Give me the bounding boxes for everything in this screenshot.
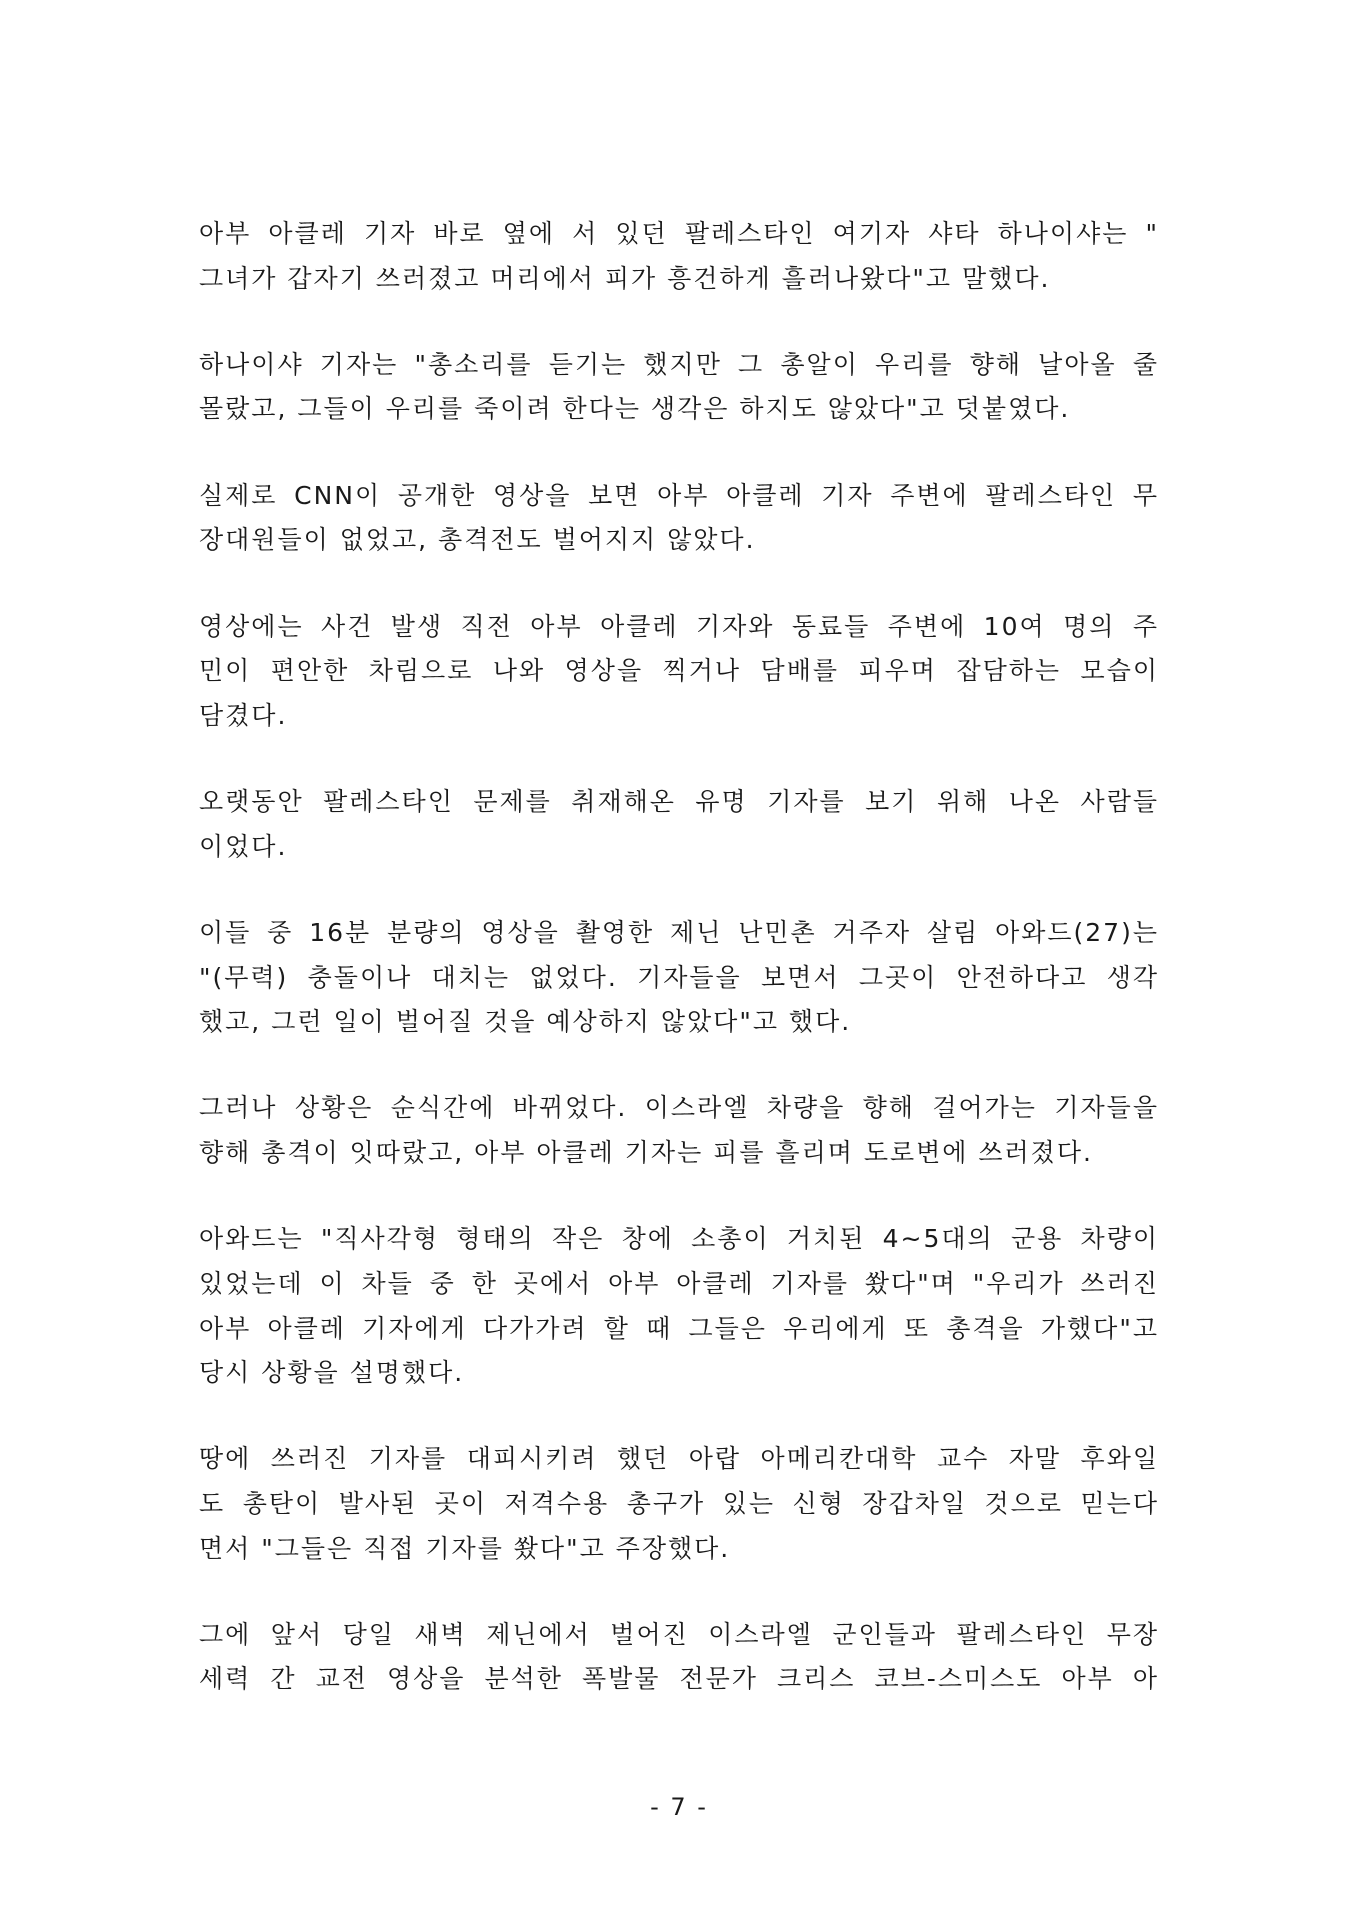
text-line: 그녀가 갑자기 쓰러졌고 머리에서 피가 흥건하게 흘러나왔다"고 말했다. <box>199 263 1051 293</box>
text-line: 세력 간 교전 영상을 분석한 폭발물 전문가 크리스 코브-스미스도 아부 아 <box>199 1664 1159 1694</box>
paragraph <box>199 474 1159 563</box>
paragraph <box>199 1613 1159 1702</box>
text-line: 땅에 쓰러진 기자를 대피시키려 했던 아랍 아메리칸대학 교수 자말 후와일 <box>199 1444 1159 1474</box>
paragraph <box>199 212 1159 301</box>
text-line: 당시 상황을 설명했다. <box>199 1358 465 1388</box>
text-line: 도 총탄이 발사된 곳이 저격수용 총구가 있는 신형 장갑차일 것으로 믿는다 <box>199 1488 1159 1518</box>
paragraph <box>199 343 1159 432</box>
paragraph <box>199 1217 1159 1395</box>
text-line: 면서 "그들은 직접 기자를 쐈다"고 주장했다. <box>199 1533 731 1563</box>
text-line: 실제로 CNN이 공개한 영상을 보면 아부 아클레 기자 주변에 팔레스타인 무 <box>199 480 1159 510</box>
body-text <box>199 212 1159 1702</box>
text-line: 향해 총격이 잇따랐고, 아부 아클레 기자는 피를 흘리며 도로변에 쓰러졌다. <box>199 1138 1093 1168</box>
paragraph <box>199 1086 1159 1175</box>
text-line: 이었다. <box>199 831 288 861</box>
paragraph <box>199 1437 1159 1571</box>
paragraph <box>199 605 1159 739</box>
text-line: 했고, 그런 일이 벌어질 것을 예상하지 않았다"고 했다. <box>199 1007 852 1037</box>
text-line: "(무력) 충돌이나 대치는 없었다. 기자들을 보면서 그곳이 안전하다고 생각 <box>199 962 1159 992</box>
text-line: 담겼다. <box>199 700 288 730</box>
text-line: 아부 아클레 기자 바로 옆에 서 있던 팔레스타인 여기자 샤타 하나이샤는 " <box>199 219 1159 248</box>
text-line: 있었는데 이 차들 중 한 곳에서 아부 아클레 기자를 쐈다"며 "우리가 쓰러진 <box>199 1268 1159 1298</box>
text-line: 그에 앞서 당일 새벽 제닌에서 벌어진 이스라엘 군인들과 팔레스타인 무장 <box>199 1619 1159 1649</box>
paragraph <box>199 780 1159 869</box>
paragraph <box>199 911 1159 1045</box>
text-line: 그러나 상황은 순식간에 바뀌었다. 이스라엘 차량을 향해 걸어가는 기자들을 <box>199 1093 1159 1123</box>
text-line: 이들 중 16분 분량의 영상을 촬영한 제닌 난민촌 거주자 살림 아와드(27)는 <box>199 917 1159 947</box>
text-line: 장대원들이 없었고, 총격전도 벌어지지 않았다. <box>199 525 756 555</box>
text-line: 민이 편안한 차림으로 나와 영상을 찍거나 담배를 피우며 잡담하는 모습이 <box>199 656 1159 686</box>
text-line: 아부 아클레 기자에게 다가가려 할 때 그들은 우리에게 또 총격을 가했다"고 <box>199 1313 1159 1343</box>
text-line: 하나이샤 기자는 "총소리를 듣기는 했지만 그 총알이 우리를 향해 날아올 줄 <box>199 349 1159 379</box>
text-line: 아와드는 "직사각형 형태의 작은 창에 소총이 거치된 4∼5대의 군용 차량이 <box>199 1224 1159 1254</box>
text-line: 몰랐고, 그들이 우리를 죽이려 한다는 생각은 하지도 않았다"고 덧붙였다. <box>199 394 1071 424</box>
text-line: 오랫동안 팔레스타인 문제를 취재해온 유명 기자를 보기 위해 나온 사람들 <box>199 787 1159 817</box>
text-line: 영상에는 사건 발생 직전 아부 아클레 기자와 동료들 주변에 10여 명의 주 <box>199 611 1159 641</box>
page-number: - 7 - <box>650 1793 708 1821</box>
